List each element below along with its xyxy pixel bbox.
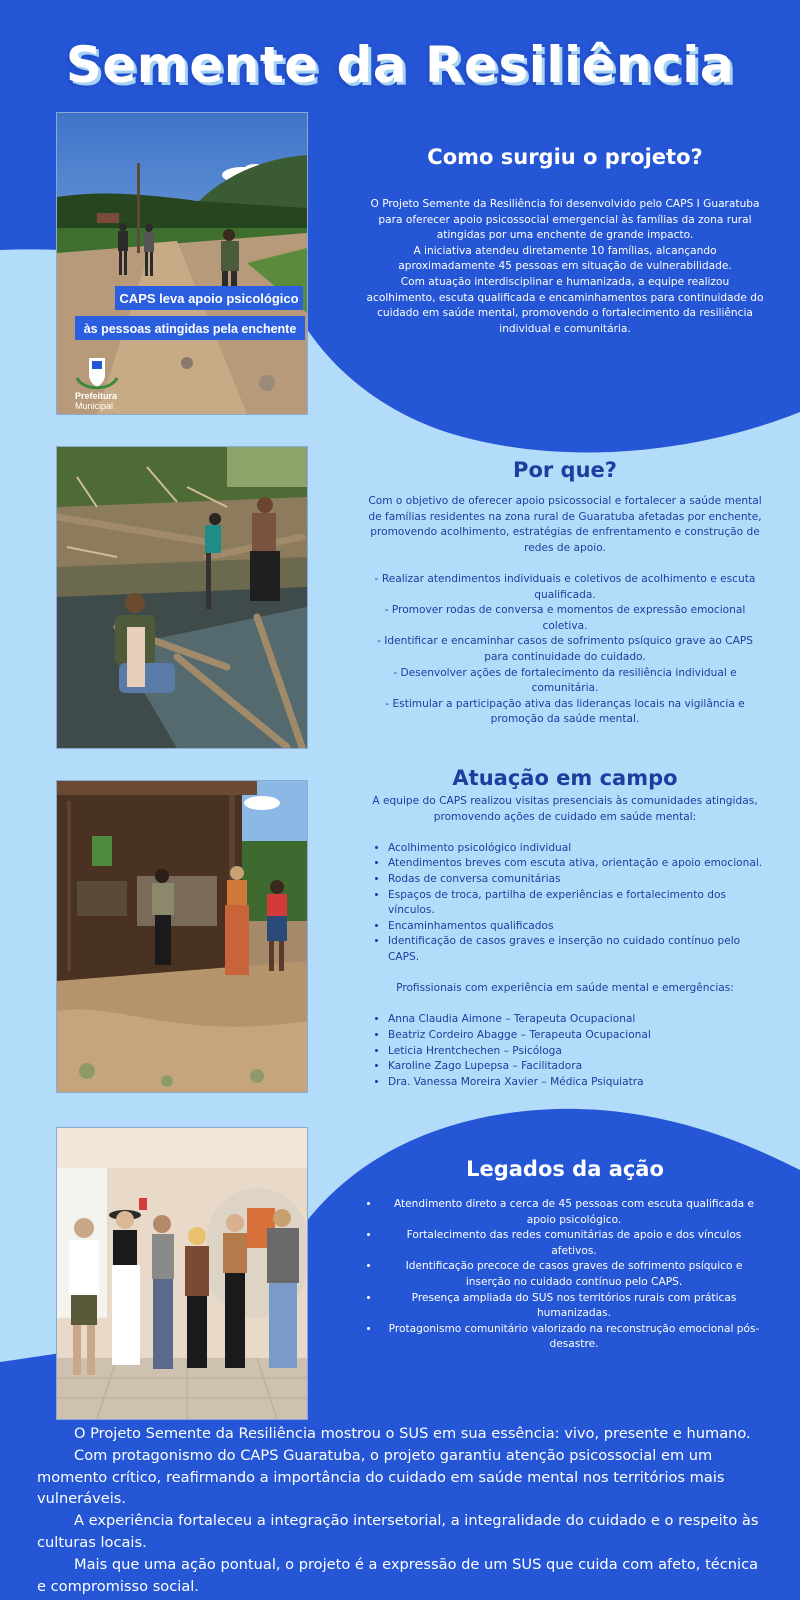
section-origin: [366, 145, 764, 337]
origin-line: para oferecer apoio psicossocial emergencial às famílias da zona rural: [378, 213, 752, 226]
section-field-text: [366, 794, 764, 1090]
conclusion-paragraph: O Projeto Semente da Resiliência mostrou o SUS em sua essência: vivo, presente e humano.: [74, 1425, 751, 1442]
team-member: • Beatriz Cordeiro Abagge – Terapeuta Ocupacional: [388, 1028, 764, 1044]
section-legacy: [366, 1157, 764, 1353]
team-member: • Anna Claudia Aimone – Terapeuta Ocupacional: [388, 1012, 764, 1028]
section-why: [366, 458, 764, 728]
field-actions-list: [366, 841, 764, 966]
caption-line-1: CAPS leva apoio psicológico: [119, 291, 299, 306]
field-action-item: • Rodas de conversa comunitárias: [388, 872, 764, 888]
section-field-heading: Atuação em campo: [452, 766, 678, 790]
field-action-item: • Atendimentos breves com escuta ativa, orientação e apoio emocional.: [388, 856, 764, 872]
section-why-text: [366, 494, 764, 728]
field-action-item: • Acolhimento psicológico individual: [388, 841, 764, 857]
origin-line: aproximadamente 45 pessoas em situação de vulnerabilidade.: [398, 260, 732, 273]
legacy-item: • Fortalecimento das redes comunitárias de apoio e dos vínculos afetivos.: [380, 1228, 764, 1259]
field-action-item: • Identificação de casos graves e inserção no cuidado contínuo pelo CAPS.: [388, 934, 764, 965]
why-item: - Estimular a participação ativa das lideranças locais na vigilância e promoção da saúde mental.: [385, 697, 745, 726]
origin-line: individual e comunitária.: [499, 322, 631, 335]
page-title: Semente da Resiliência: [65, 36, 735, 94]
why-intro: Com o objetivo de oferecer apoio psicossocial e fortalecer a saúde mental de famílias residentes na zona rural de Guaratuba afetadas por enchente, promovendo acolhimento, estratégias de enfrentamento e construção de redes de apoio.: [368, 495, 762, 554]
why-item: - Promover rodas de conversa e momentos de expressão emocional coletiva.: [384, 604, 746, 632]
origin-line: cuidado em saúde mental, promovendo o fortalecimento da resiliência: [377, 307, 753, 320]
photo-damaged-house: [56, 780, 308, 1093]
origin-line: atingidas por uma enchente de grande impacto.: [436, 229, 694, 242]
conclusion-paragraph: Com protagonismo do CAPS Guaratuba, o projeto garantiu atenção psicossocial em um momento crítico, reafirmando a importância do cuidado em saúde mental nos territórios mais vulneráveis.: [37, 1446, 725, 1508]
field-action-item: • Espaços de troca, partilha de experiências e fortalecimento dos vínculos.: [388, 888, 764, 919]
legacy-list: [366, 1197, 764, 1353]
legacy-item: • Atendimento direto a cerca de 45 pessoas com escuta qualificada e apoio psicológico.: [380, 1197, 764, 1228]
legacy-item: • Identificação precoce de casos graves de sofrimento psíquico e inserção no cuidado contínuo pelo CAPS.: [380, 1259, 764, 1290]
origin-line: O Projeto Semente da Resiliência foi desenvolvido pelo CAPS I Guaratuba: [370, 198, 760, 210]
section-legacy-heading: Legados da ação: [466, 1157, 664, 1181]
origin-line: Com atuação interdisciplinar e humanizada, a equipe realizou: [400, 275, 730, 288]
legacy-item: • Protagonismo comunitário valorizado na reconstrução emocional pós-desastre.: [380, 1322, 764, 1353]
section-field: [366, 766, 764, 1090]
field-action-item: • Encaminhamentos qualificados: [388, 919, 764, 935]
logo-line-2: Municipal: [75, 401, 114, 411]
why-item: - Desenvolver ações de fortalecimento da resiliência individual e comunitária.: [393, 666, 737, 695]
team-heading: Profissionais com experiência em saúde mental e emergências:: [396, 982, 734, 995]
field-intro: A equipe do CAPS realizou visitas presenciais às comunidades atingidas, promovendo ações de cuidado em saúde mental:: [372, 795, 758, 823]
conclusion-paragraph: Mais que uma ação pontual, o projeto é a expressão de um SUS que cuida com afeto, técnica e compromisso social.: [37, 1555, 759, 1595]
section-origin-heading: Como surgiu o projeto?: [427, 145, 703, 169]
team-list: [366, 1012, 764, 1090]
why-item: - Identificar e encaminhar casos de sofrimento psíquico grave ao CAPS para continuidade do cuidado.: [377, 635, 753, 663]
section-origin-text: [366, 197, 764, 337]
photo-flood-debris: [56, 446, 308, 749]
origin-line: A iniciativa atendeu diretamente 10 famílias, alcançando: [413, 244, 717, 257]
legacy-item: • Presença ampliada do SUS nos territórios rurais com práticas humanizadas.: [380, 1291, 764, 1322]
team-member: • Leticia Hrentchechen – Psicóloga: [388, 1044, 764, 1060]
photo-rural-road: [56, 112, 308, 415]
team-member: • Karoline Zago Lupepsa – Facilitadora: [388, 1059, 764, 1075]
logo-line-1: Prefeitura: [75, 391, 118, 401]
origin-line: acolhimento, escuta qualificada e encaminhamentos para continuidade do: [366, 291, 764, 304]
caption-line-2: às pessoas atingidas pela enchente: [83, 322, 297, 336]
why-item: - Realizar atendimentos individuais e coletivos de acolhimento e escuta qualificada.: [374, 572, 756, 601]
conclusion-paragraph: A experiência fortaleceu a integração intersetorial, a integralidade do cuidado e o respeito às culturas locais.: [37, 1512, 759, 1551]
section-why-heading: Por que?: [513, 458, 617, 482]
team-member: • Dra. Vanessa Moreira Xavier – Médica Psiquiatra: [388, 1075, 764, 1091]
conclusion: [37, 1423, 767, 1597]
photo-team-group: [56, 1127, 308, 1420]
